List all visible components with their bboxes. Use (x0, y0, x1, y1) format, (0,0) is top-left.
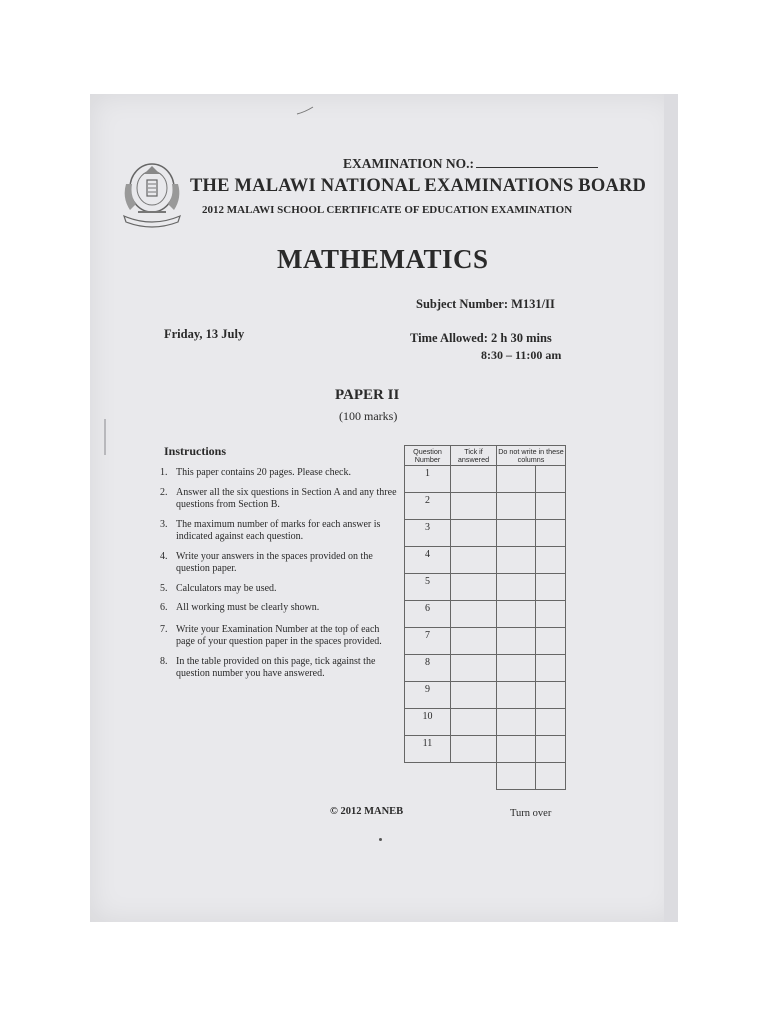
tick-cell[interactable] (451, 736, 497, 763)
question-number-cell: 7 (405, 628, 451, 655)
tick-cell[interactable] (451, 655, 497, 682)
exam-date: Friday, 13 July (164, 327, 245, 341)
table-row (405, 709, 566, 736)
instruction-number: 1. (160, 467, 168, 478)
examiner-cell (497, 520, 536, 547)
exam-paper-sheet (90, 94, 678, 922)
question-number-cell: 10 (405, 709, 451, 736)
subject-number: Subject Number: M131/II (416, 297, 555, 311)
instruction-text: The maximum number of marks for each answer is indicated against each question. (176, 518, 381, 542)
column-do-not-write: Do not write in these columns (498, 446, 564, 464)
examiner-cell (497, 547, 536, 574)
examiner-cell (497, 655, 536, 682)
tick-cell[interactable] (451, 520, 497, 547)
tick-cell[interactable] (451, 547, 497, 574)
instruction-item (160, 583, 398, 596)
examiner-cell (536, 709, 566, 736)
instruction-item (160, 487, 398, 512)
turn-over-note: Turn over (510, 808, 552, 819)
instruction-text: Write your Examination Number at the top of each page of your question paper in the spaces provided. (176, 623, 382, 647)
tick-cell[interactable] (451, 493, 497, 520)
question-number-cell: 11 (405, 736, 451, 763)
examiner-cell (536, 601, 566, 628)
time-allowed: Time Allowed: 2 h 30 mins (410, 331, 552, 345)
table-header-row (405, 446, 566, 466)
instruction-number: 8. (160, 655, 168, 667)
examiner-cell (536, 655, 566, 682)
examiner-cell (536, 520, 566, 547)
question-number-cell: 8 (405, 655, 451, 682)
instruction-text: Answer all the six questions in Section A and any three questions from Section B. (176, 486, 397, 510)
table-row (405, 682, 566, 709)
instruction-number: 5. (160, 582, 168, 594)
table-row (405, 466, 566, 493)
instruction-text: This paper contains 20 pages. Please check. (176, 467, 351, 478)
question-number-cell: 9 (405, 682, 451, 709)
examination-number-label: EXAMINATION NO.: (343, 156, 474, 171)
instruction-item (160, 519, 398, 544)
subject-title: MATHEMATICS (277, 244, 489, 274)
board-name: THE MALAWI NATIONAL EXAMINATIONS BOARD (190, 176, 647, 196)
binding-mark (104, 419, 106, 455)
instruction-number: 6. (160, 602, 168, 613)
examiner-cell (497, 493, 536, 520)
paper-marks: (100 marks) (339, 409, 398, 423)
column-question-number: Question Number (405, 446, 451, 466)
examiner-cell (536, 736, 566, 763)
time-range: 8:30 – 11:00 am (481, 348, 562, 362)
instruction-item (160, 551, 398, 576)
question-number-cell: 2 (405, 493, 451, 520)
maneb-seal-icon (118, 154, 186, 230)
instruction-number: 4. (160, 550, 168, 562)
table-row (405, 493, 566, 520)
instruction-text: Calculators may be used. (176, 582, 277, 594)
examiner-cell (497, 628, 536, 655)
instruction-number: 3. (160, 518, 168, 530)
examiner-cell (497, 601, 536, 628)
instruction-text: All working must be clearly shown. (176, 602, 320, 613)
table-row (405, 574, 566, 601)
examiner-total-cell (536, 763, 566, 790)
examiner-cell (536, 547, 566, 574)
page-dot (379, 838, 382, 841)
instruction-text: In the table provided on this page, tick against the question number you have answered. (176, 655, 376, 679)
tick-cell[interactable] (451, 574, 497, 601)
examiner-cell (536, 466, 566, 493)
tick-cell[interactable] (451, 628, 497, 655)
table-row (405, 601, 566, 628)
examiner-cell (536, 682, 566, 709)
empty-cell (405, 763, 451, 790)
question-tick-table (404, 445, 566, 790)
instruction-item (160, 467, 398, 480)
question-number-cell: 3 (405, 520, 451, 547)
instructions-heading: Instructions (164, 444, 227, 458)
examiner-cell (497, 682, 536, 709)
instruction-item (160, 624, 398, 649)
paper-edge (664, 94, 678, 922)
examiner-cell (536, 493, 566, 520)
copyright: © 2012 MANEB (330, 806, 404, 817)
tick-cell[interactable] (451, 682, 497, 709)
question-number-cell: 4 (405, 547, 451, 574)
pen-mark-icon (295, 106, 315, 116)
question-number-cell: 1 (405, 466, 451, 493)
table-row (405, 547, 566, 574)
examiner-total-cell (497, 763, 536, 790)
question-number-cell: 6 (405, 601, 451, 628)
empty-cell (451, 763, 497, 790)
certificate-title: 2012 MALAWI SCHOOL CERTIFICATE OF EDUCATION EXAMINATION (202, 204, 573, 216)
instructions-list (160, 467, 398, 688)
examination-number-blank (476, 156, 598, 168)
instruction-number: 7. (160, 623, 168, 635)
table-body (405, 466, 566, 790)
examination-number-field (343, 156, 598, 172)
instruction-number: 2. (160, 486, 168, 498)
instruction-text: Write your answers in the spaces provided on the question paper. (176, 550, 373, 574)
table-row (405, 736, 566, 763)
total-row (405, 763, 566, 790)
table-row (405, 628, 566, 655)
table-row (405, 655, 566, 682)
paper-title: PAPER II (335, 387, 400, 403)
instruction-item (160, 602, 398, 615)
examiner-cell (497, 736, 536, 763)
examiner-cell (497, 466, 536, 493)
table-row (405, 520, 566, 547)
question-number-cell: 5 (405, 574, 451, 601)
column-tick-if-answered: Tick if answered (451, 446, 497, 466)
examiner-cell (497, 574, 536, 601)
examiner-cell (536, 628, 566, 655)
tick-cell[interactable] (451, 709, 497, 736)
tick-cell[interactable] (451, 466, 497, 493)
examiner-cell (536, 574, 566, 601)
instruction-item (160, 656, 398, 681)
examiner-cell (497, 709, 536, 736)
tick-cell[interactable] (451, 601, 497, 628)
